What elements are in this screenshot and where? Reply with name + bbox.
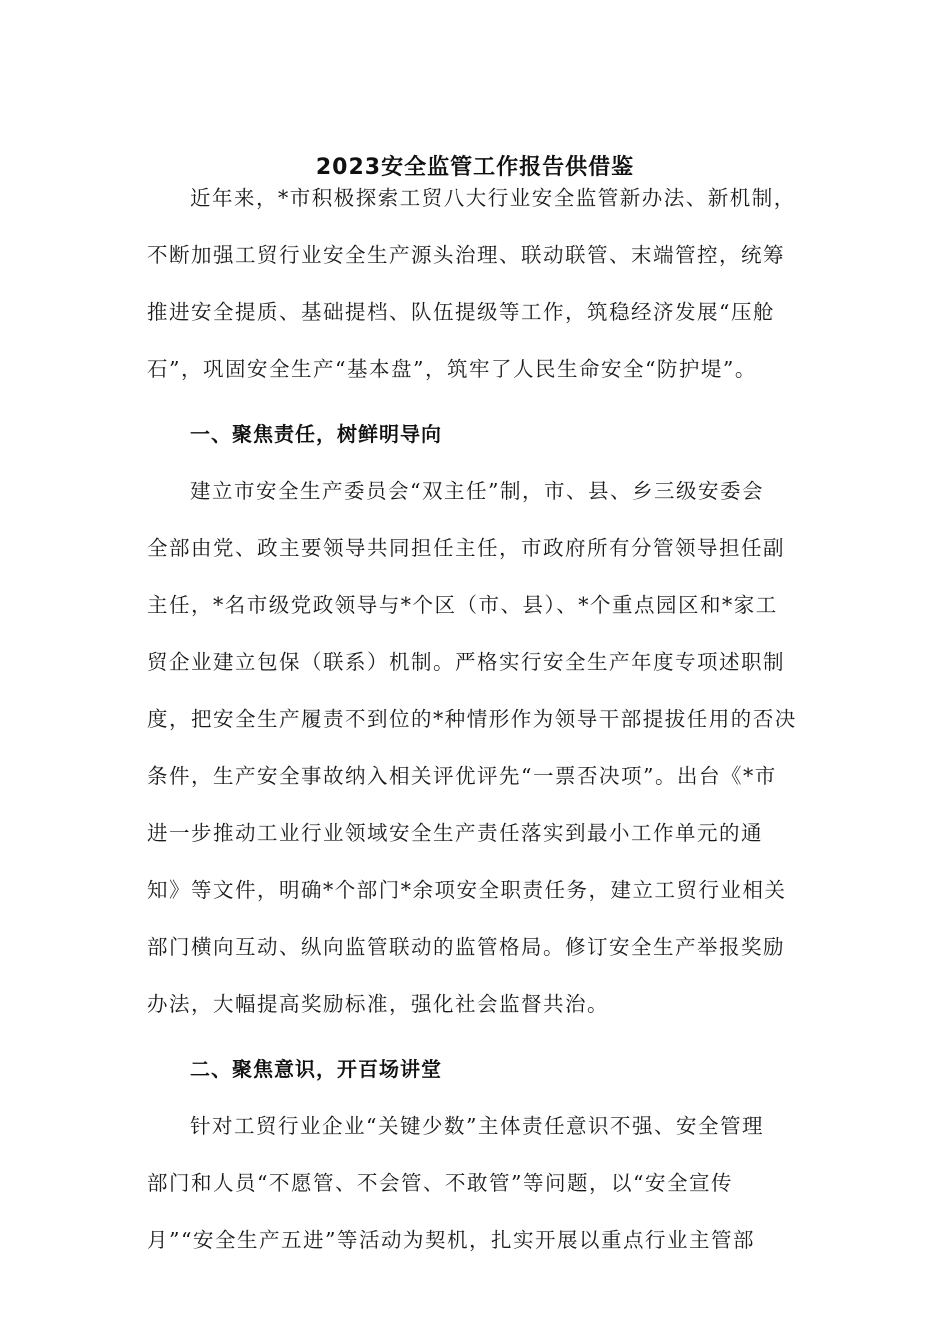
intro-line: 近年来，*市积极探索工贸八大行业安全监管新办法、新机制，	[190, 186, 796, 210]
section1-line: 知》等文件，明确*个部门*余项安全职责任务，建立工贸行业相关	[147, 878, 787, 902]
intro-line: 石”，巩固安全生产“基本盘”，筑牢了人民生命安全“防护堤”。	[147, 357, 757, 381]
section2-line: 针对工贸行业企业“关键少数”主体责任意识不强、安全管理	[190, 1114, 764, 1138]
section1-line: 进一步推动工业行业领域安全生产责任落实到最小工作单元的通	[147, 821, 763, 845]
section2-line: 月”“安全生产五进”等活动为契机，扎实开展以重点行业主管部	[147, 1228, 755, 1252]
section1-line: 办法，大幅提高奖励标准，强化社会监督共治。	[147, 992, 609, 1016]
section-heading-1: 一、聚焦责任，树鲜明导向	[190, 422, 442, 446]
section2-line: 部门和人员“不愿管、不会管、不敢管”等问题，以“安全宣传	[147, 1171, 733, 1195]
intro-line: 不断加强工贸行业安全生产源头治理、联动联管、末端管控，统筹	[147, 243, 785, 267]
intro-line: 推进安全提质、基础提档、队伍提级等工作，筑稳经济发展“压舱	[147, 300, 775, 324]
section-heading-2: 二、聚焦意识，开百场讲堂	[190, 1057, 442, 1081]
section1-line: 部门横向互动、纵向监管联动的监管格局。修订安全生产举报奖励	[147, 935, 785, 959]
document-title: 2023安全监管工作报告供借鉴	[315, 155, 635, 180]
section1-line: 全部由党、政主要领导共同担任主任，市政府所有分管领导担任副	[147, 536, 785, 560]
section1-line: 度，把安全生产履责不到位的*种情形作为领导干部提拔任用的否决	[147, 707, 797, 731]
section1-line: 主任，*名市级党政领导与*个区（市、县）、*个重点园区和*家工	[147, 593, 778, 617]
section1-line: 建立市安全生产委员会“双主任”制，市、县、乡三级安委会	[190, 479, 764, 503]
section1-line: 条件，生产安全事故纳入相关评优评先“一票否决项”。出台《*市	[147, 764, 777, 788]
section1-line: 贸企业建立包保（联系）机制。严格实行安全生产年度专项述职制	[147, 650, 785, 674]
